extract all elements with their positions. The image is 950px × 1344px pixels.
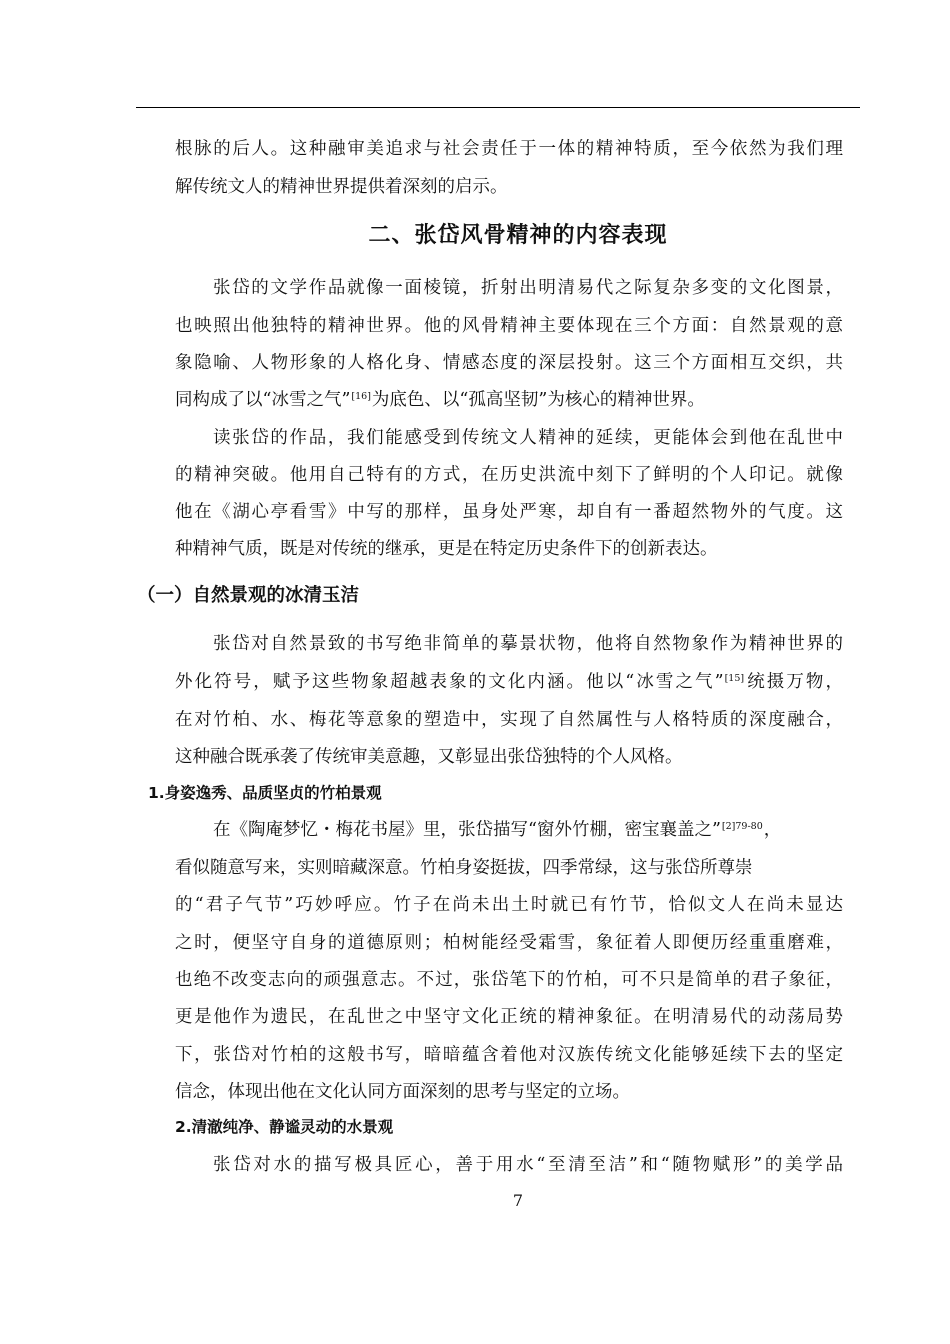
citation-ref: [16]: [351, 391, 371, 402]
text-line: [175, 388, 705, 412]
text-run: 外化符号，赋予这些物象超越表象的文化内涵。他以“冰雪之气”: [175, 672, 724, 692]
text-line: 的精神突破。他用自己特有的方式，在历史洪流中刻下了鲜明的个人印记。就像: [175, 465, 843, 485]
text-run: ，: [763, 820, 782, 840]
text-line: 看似随意写来，实则暗藏深意。竹柏身姿挺拔，四季常绿，这与张岱所尊崇: [175, 858, 753, 878]
section-heading: 二、张岱风骨精神的内容表现: [368, 223, 668, 248]
text-run: 为底色、以“孤高坚韧”为核心的精神世界。: [371, 390, 705, 410]
text-line: 张岱对水的描写极具匠心，善于用水“至清至洁”和“随物赋形”的美学品: [213, 1155, 843, 1175]
text-line: 在对竹柏、水、梅花等意象的塑造中，实现了自然属性与人格特质的深度融合，: [175, 710, 843, 730]
text-line: 根脉的后人。这种融审美追求与社会责任于一体的精神特质，至今依然为我们理: [175, 139, 843, 159]
subsection-heading: （一）自然景观的冰清玉洁: [137, 585, 360, 606]
text-line: 象隐喻、人物形象的人格化身、情感态度的深层投射。这三个方面相互交织，共: [175, 353, 843, 373]
item-heading: 2.清澈纯净、静谧灵动的水景观: [175, 1118, 394, 1136]
text-line: 这种融合既承袭了传统审美意趣，又彰显出张岱独特的个人风格。: [175, 747, 683, 767]
text-line: 张岱的文学作品就像一面棱镜，折射出明清易代之际复杂多变的文化图景，: [213, 278, 843, 298]
text-line: 下，张岱对竹柏的这般书写，暗暗蕴含着他对汉族传统文化能够延续下去的坚定: [175, 1045, 843, 1065]
text-line: 也映照出他独特的精神世界。他的风骨精神主要体现在三个方面：自然景观的意: [175, 316, 843, 336]
text-line: 更是他作为遗民，在乱世之中坚守文化正统的精神象征。在明清易代的动荡局势: [175, 1007, 843, 1027]
text-line: [175, 670, 843, 694]
item-heading: 1.身姿逸秀、品质坚贞的竹柏景观: [148, 784, 382, 802]
text-line: 解传统文人的精神世界提供着深刻的启示。: [175, 177, 508, 197]
text-line: 信念，体现出他在文化认同方面深刻的思考与坚定的立场。: [175, 1082, 630, 1102]
citation-ref: [2]79-80: [721, 821, 763, 832]
header-rule: [136, 107, 860, 108]
text-line: 他在《湖心亭看雪》中写的那样，虽身处严寒，却自有一番超然物外的气度。这: [175, 502, 843, 522]
citation-ref: [15]: [724, 673, 745, 684]
text-line: [213, 818, 781, 842]
text-line: 也绝不改变志向的顽强意志。不过，张岱笔下的竹柏，可不只是简单的君子象征，: [175, 970, 843, 990]
text-line: 种精神气质，既是对传统的继承，更是在特定历史条件下的创新表达。: [175, 539, 718, 559]
text-line: 的“君子气节”巧妙呼应。竹子在尚未出土时就已有竹节，恰似文人在尚未显达: [175, 895, 843, 915]
text-line: 张岱对自然景致的书写绝非简单的摹景状物，他将自然物象作为精神世界的: [213, 634, 843, 654]
text-run: 同构成了以“冰雪之气”: [175, 390, 351, 410]
text-run: 统摄万物，: [745, 672, 843, 692]
text-line: 之时，便坚守自身的道德原则；柏树能经受霜雪，象征着人即便历经重重磨难，: [175, 933, 843, 953]
text-line: 读张岱的作品，我们能感受到传统文人精神的延续，更能体会到他在乱世中: [213, 428, 843, 448]
text-run: 在《陶庵梦忆・梅花书屋》里，张岱描写“窗外竹棚，密宝襄盖之”: [213, 820, 721, 840]
page-number: 7: [512, 1191, 524, 1210]
